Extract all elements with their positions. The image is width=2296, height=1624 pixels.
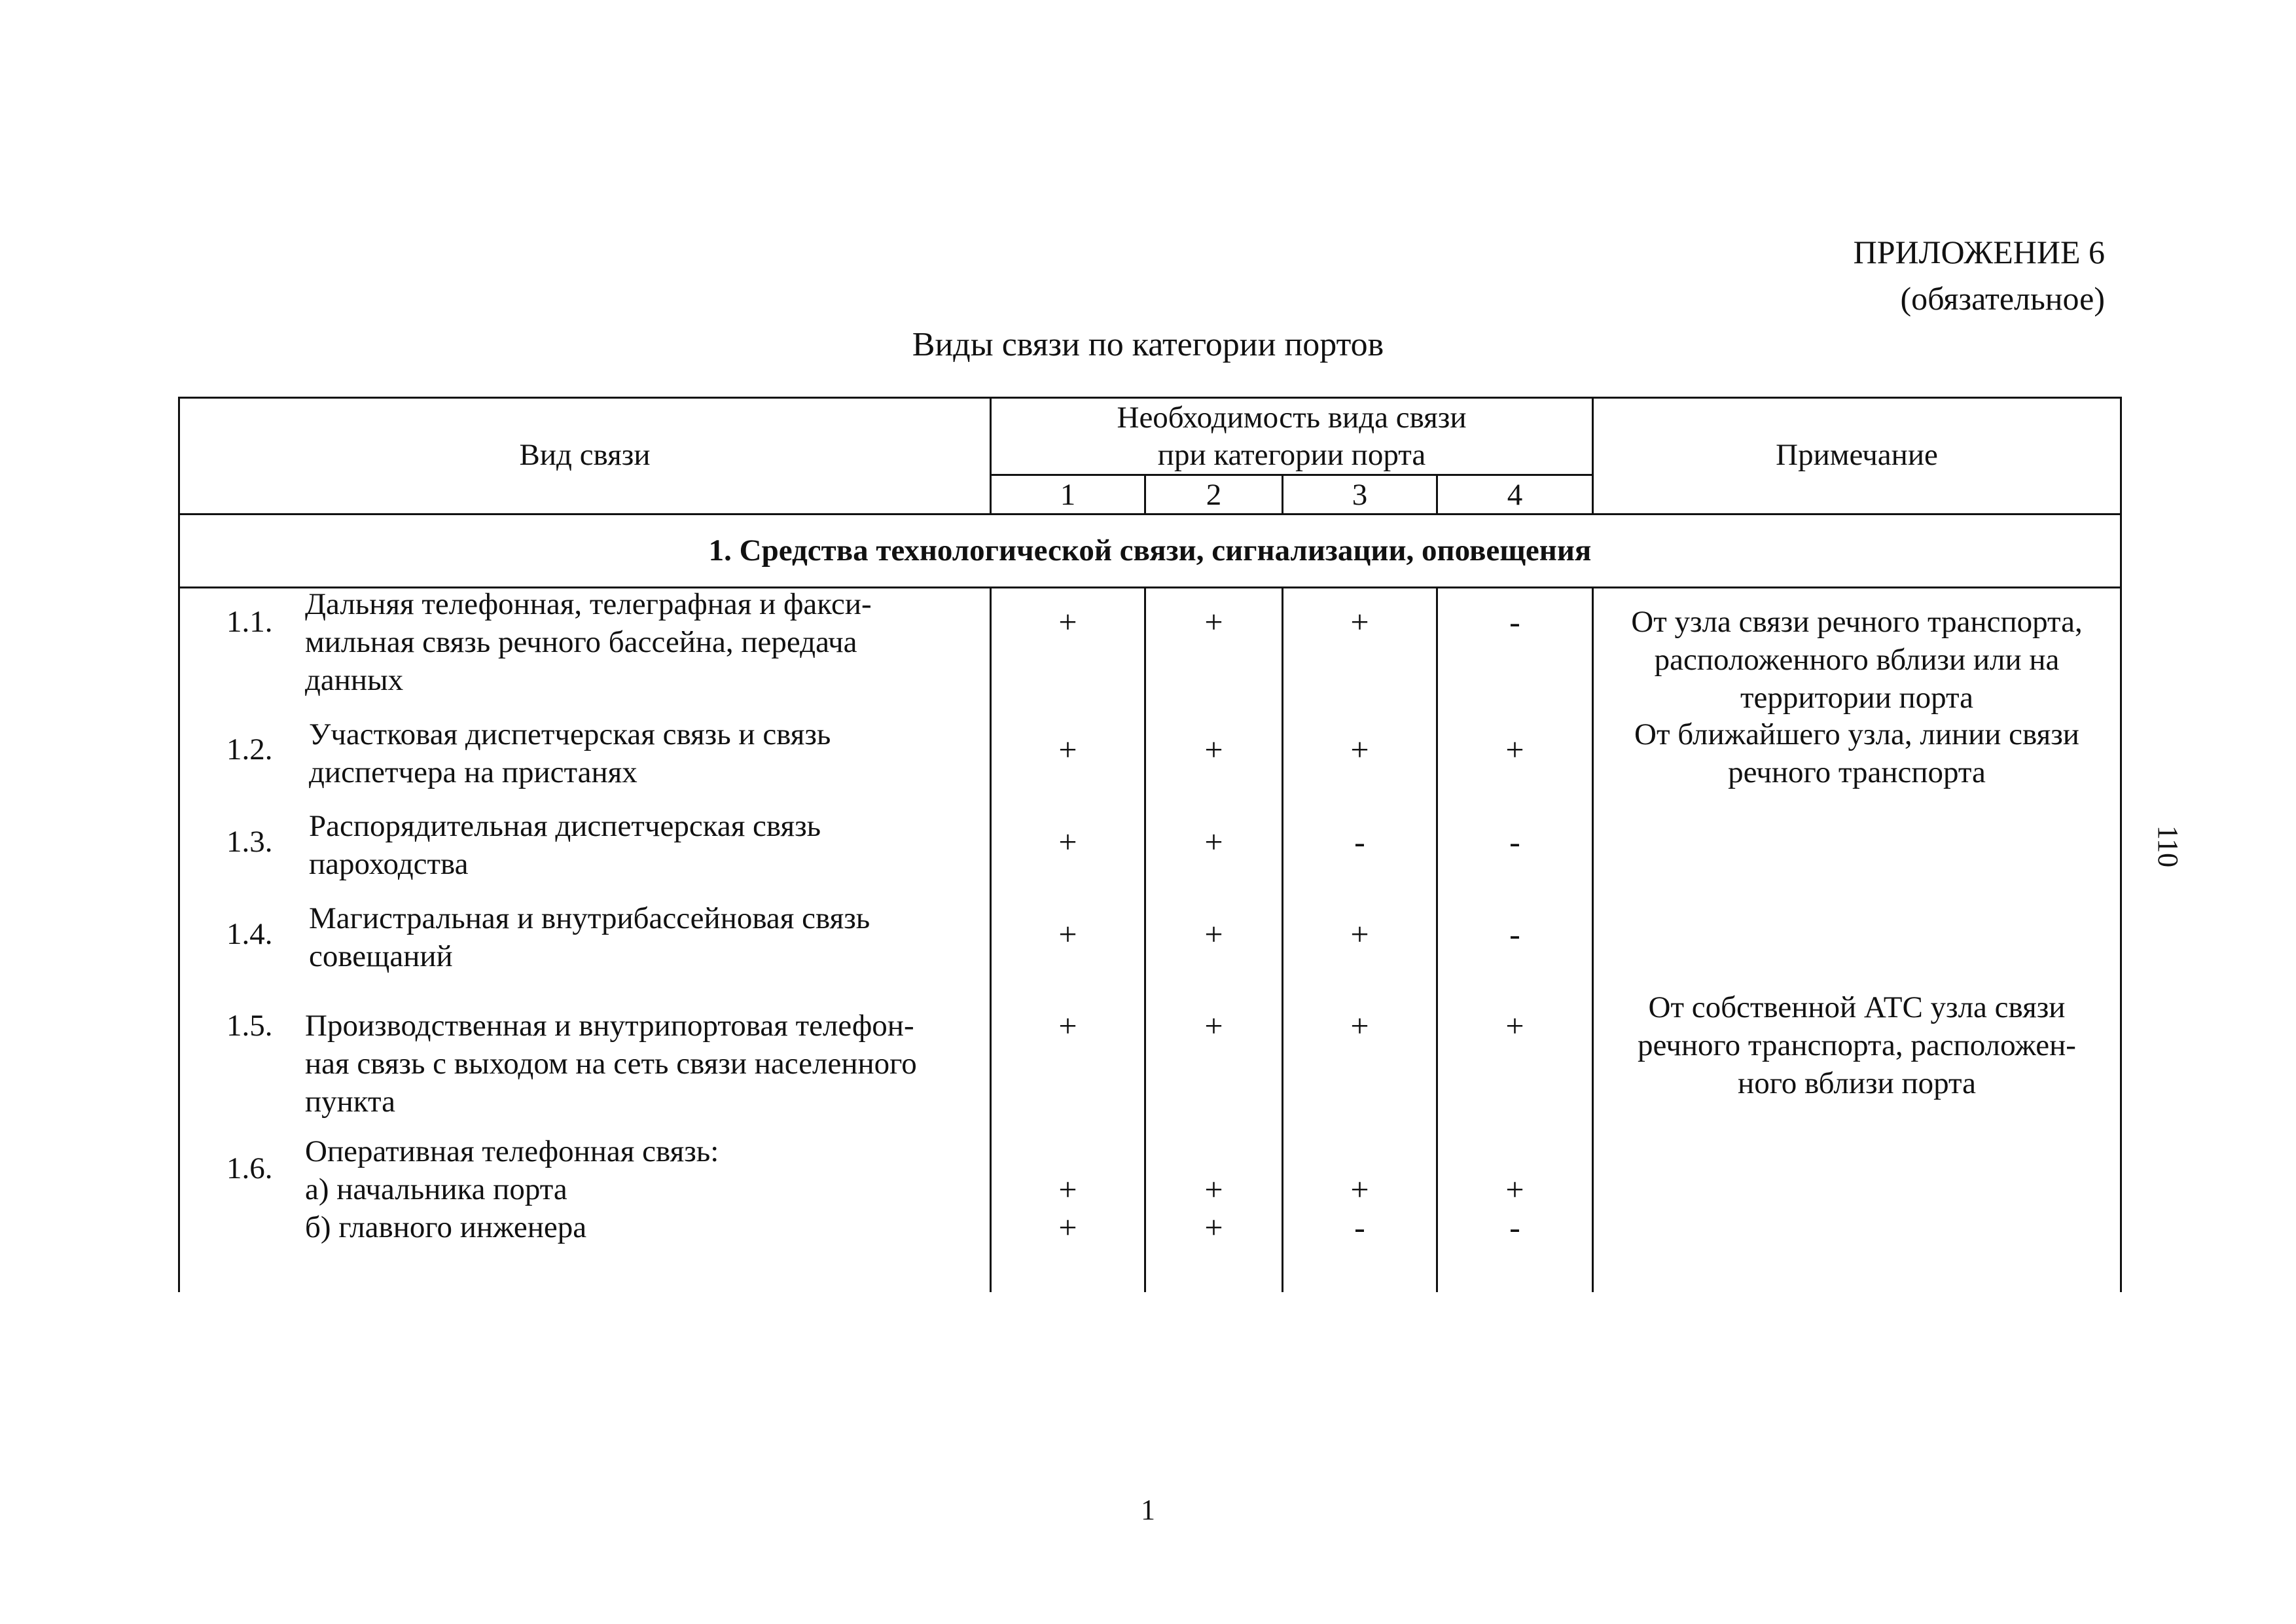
- mark-cat-1: +: [1058, 1209, 1077, 1246]
- row-text-line: Дальняя телефонная, телеграфная и факси-: [305, 587, 872, 621]
- header-category-1: 1: [1060, 478, 1076, 512]
- row-text-line: Магистральная и внутрибассейновая связь: [309, 901, 870, 935]
- mark-cat-3: -: [1354, 823, 1365, 860]
- table-border-right: [2120, 397, 2122, 1292]
- side-page-number: 110: [2152, 825, 2185, 868]
- row-text-line: пароходства: [309, 847, 469, 881]
- mark-cat-2: +: [1204, 604, 1223, 640]
- mark-cat-1: +: [1058, 731, 1077, 768]
- mark-cat-3: +: [1350, 604, 1369, 640]
- header-note: Примечание: [1776, 438, 1938, 472]
- mark-cat-4: -: [1509, 604, 1520, 640]
- mark-cat-4: +: [1505, 1171, 1524, 1208]
- header-category-3: 3: [1352, 478, 1368, 512]
- row-number: 1.6.: [226, 1151, 273, 1185]
- mark-cat-3: -: [1354, 1209, 1365, 1246]
- note-line: речного транспорта: [1728, 755, 1986, 789]
- note-line: От узла связи речного транспорта,: [1631, 605, 2083, 639]
- row-text-line: данных: [305, 663, 404, 697]
- row-text-line: Производственная и внутрипортовая телефон-: [305, 1009, 914, 1043]
- mark-cat-4: -: [1509, 1209, 1520, 1246]
- row-text-line: б) главного инженера: [305, 1210, 587, 1244]
- mark-cat-2: +: [1204, 1171, 1223, 1208]
- row-text-line: ная связь с выходом на сеть связи населенного: [305, 1047, 917, 1081]
- mark-cat-1: +: [1058, 823, 1077, 860]
- row-text-line: диспетчера на пристанях: [309, 755, 637, 789]
- mark-cat-4: -: [1509, 823, 1520, 860]
- mark-cat-4: +: [1505, 731, 1524, 768]
- row-text-line: мильная связь речного бассейна, передача: [305, 625, 857, 659]
- note-line: ного вблизи порта: [1738, 1066, 1976, 1100]
- row-text-line: совещаний: [309, 939, 453, 973]
- mark-cat-4: +: [1505, 1007, 1524, 1044]
- appendix-status: (обязательное): [1900, 280, 2105, 317]
- footer-page-number: 1: [1141, 1494, 1155, 1526]
- page-title: Виды связи по категории портов: [912, 326, 1384, 363]
- row-text-line: пункта: [305, 1085, 395, 1119]
- mark-cat-2: +: [1204, 731, 1223, 768]
- row-text-line: Оперативная телефонная связь:: [305, 1134, 719, 1168]
- mark-cat-3: +: [1350, 1007, 1369, 1044]
- mark-cat-2: +: [1204, 1209, 1223, 1246]
- header-category-2: 2: [1206, 478, 1222, 512]
- mark-cat-3: +: [1350, 1171, 1369, 1208]
- note-line: речного транспорта, расположен-: [1638, 1028, 2076, 1062]
- mark-cat-2: +: [1204, 916, 1223, 952]
- header-type: Вид связи: [519, 438, 651, 472]
- note-line: От собственной АТС узла связи: [1648, 990, 2066, 1024]
- row-number: 1.1.: [226, 605, 273, 639]
- section-title: 1. Средства технологической связи, сигнализации, оповещения: [708, 533, 1592, 568]
- note-line: расположенного вблизи или на: [1654, 643, 2060, 677]
- note-line: территории порта: [1740, 681, 1974, 715]
- mark-cat-3: +: [1350, 731, 1369, 768]
- mark-cat-1: +: [1058, 1171, 1077, 1208]
- row-text-line: Участковая диспетчерская связь и связь: [309, 717, 831, 751]
- header-need-line2: при категории порта: [1157, 438, 1426, 472]
- mark-cat-1: +: [1058, 916, 1077, 952]
- row-number: 1.5.: [226, 1009, 273, 1043]
- row-text-line: а) начальника порта: [305, 1172, 567, 1206]
- mark-cat-3: +: [1350, 916, 1369, 952]
- row-number: 1.2.: [226, 732, 273, 767]
- note-line: От ближайшего узла, линии связи: [1634, 717, 2079, 751]
- row-number: 1.3.: [226, 825, 273, 859]
- mark-cat-2: +: [1204, 823, 1223, 860]
- row-text-line: Распорядительная диспетчерская связь: [309, 809, 821, 843]
- mark-cat-4: -: [1509, 916, 1520, 952]
- header-category-4: 4: [1507, 478, 1523, 512]
- mark-cat-1: +: [1058, 604, 1077, 640]
- appendix-label: ПРИЛОЖЕНИЕ 6: [1853, 234, 2105, 270]
- header-need-line1: Необходимость вида связи: [1117, 401, 1467, 435]
- mark-cat-2: +: [1204, 1007, 1223, 1044]
- mark-cat-1: +: [1058, 1007, 1077, 1044]
- row-number: 1.4.: [226, 917, 273, 951]
